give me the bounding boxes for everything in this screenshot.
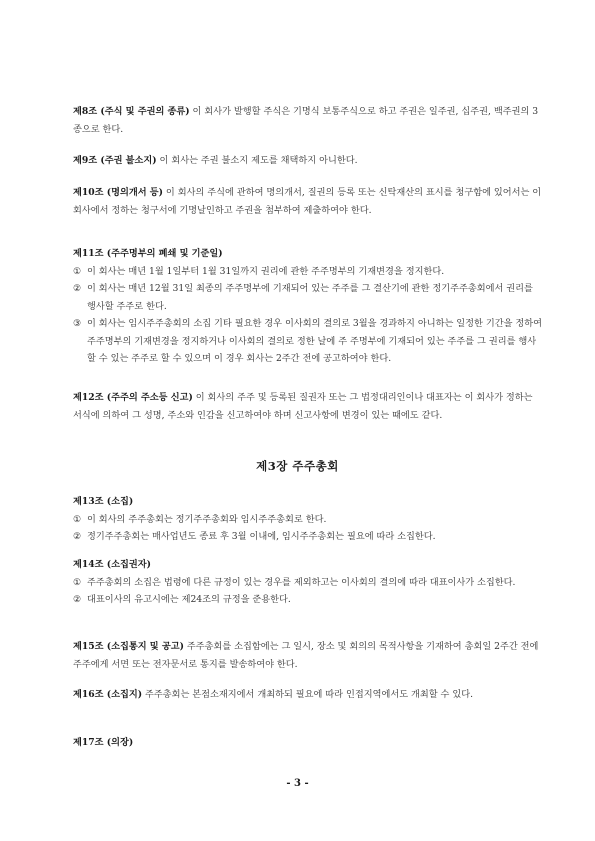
- item-text: 정기주주총회는 매사업년도 종료 후 3월 이내에, 임시주주총회는 필요에 따라 소집한다.: [87, 531, 436, 542]
- item-number: ②: [73, 283, 82, 294]
- article-text: 이 회사가 발행할 주식은 기명식 보통주식으로 하고 주권은 일주권, 십주권, 백주권의 3종으로 한다.: [73, 106, 539, 135]
- item-text: 주주총회의 소집은 법령에 다른 규정이 있는 경우를 제외하고는 이사회의 결의에 따라 대표이사가 소집한다.: [87, 576, 516, 588]
- list-item: [73, 263, 543, 281]
- list-item: [73, 591, 543, 609]
- article-text: 이 회사의 주식에 관하여 명의개서, 질권의 등록 또는 신탁재산의 표시를 청구함에 있어서는 이 회사에서 정하는 청구서에 기명날인하고 주권을 첨부하여 제출하여야 한다.: [73, 187, 542, 216]
- article-heading: 제13조 (소집): [73, 496, 134, 507]
- item-text: 이 회사는 매년 12월 31일 최종의 주주명부에 기재되어 있는 주주를 그 결산기에 관한 정기주주총회에서 권리를 행사할 주주로 한다.: [87, 283, 533, 312]
- article-heading: 제14조 (소집권자): [73, 559, 151, 570]
- item-number: ①: [73, 513, 82, 525]
- item-number: ②: [73, 531, 82, 542]
- item-text: 이 회사는 매년 1월 1일부터 1월 31일까지 권리에 관한 주주명부의 기재변경을 정지한다.: [87, 265, 445, 277]
- article-8: [73, 103, 543, 138]
- article-heading: 제11조 (주주명부의 폐쇄 및 기준일): [73, 248, 223, 259]
- article-9: [73, 152, 543, 170]
- item-number: ②: [73, 594, 82, 605]
- article-heading: 제17조 (의장): [73, 737, 134, 748]
- article-13: [73, 493, 543, 546]
- item-number: ③: [73, 318, 82, 329]
- list-item: [73, 528, 543, 546]
- article-12: [73, 389, 543, 424]
- article-heading: 제16조 (소집지): [73, 689, 143, 700]
- list-item: [73, 574, 543, 592]
- article-text: 주주총회는 본점소재지에서 개최하되 필요에 따라 인접지역에서도 개최할 수 있다.: [142, 689, 474, 700]
- article-heading: 제10조 (명의개서 등): [73, 187, 164, 198]
- list-item: [73, 280, 543, 315]
- article-heading: 제15조 (소집통지 및 공고): [73, 641, 184, 652]
- page-number: - 3 -: [286, 778, 309, 789]
- item-text: 이 회사의 주주총회는 정기주주총회와 임시주주총회로 한다.: [87, 513, 327, 525]
- article-16: [73, 686, 543, 704]
- article-10: [73, 184, 543, 219]
- article-14: [73, 556, 543, 609]
- article-text: 이 회사의 주주 및 등록된 질권자 또는 그 법정대리인이나 대표자는 이 회사가 정하는 서식에 의하여 그 성명, 주소와 인감을 신고하여야 하며 신고사항에 변경이 있는 때에도 같다.: [73, 392, 533, 421]
- article-heading: 제9조 (주권 불소지): [73, 155, 157, 166]
- list-item: [73, 315, 543, 368]
- article-heading: 제12조 (주주의 주소등 신고): [73, 392, 193, 403]
- article-heading: 제8조 (주식 및 주권의 종류): [73, 106, 190, 117]
- article-11: [73, 245, 543, 368]
- list-item: [73, 511, 543, 529]
- item-text: 이 회사는 임시주주총회의 소집 기타 필요한 경우 이사회의 결의로 3월을 경과하지 아니하는 일정한 기간을 정하여 주주명부의 기재변경을 정지하거나 이사회의 결의로 정한 날에 주 주명부에 기재되어 있는 주주를 그 권리를 행사할 수 있는 주주로 할 수 있으며 이 경우 회사는 2주간 전에 공고하여야 한다.: [87, 318, 542, 364]
- article-15: [73, 638, 543, 673]
- article-text: 이 회사는 주권 불소지 제도를 채택하지 아니한다.: [156, 155, 358, 166]
- item-number: ①: [73, 576, 82, 588]
- item-text: 대표이사의 유고시에는 제24조의 규정을 준용한다.: [87, 594, 291, 605]
- item-number: ①: [73, 265, 82, 277]
- article-17: [73, 734, 543, 752]
- chapter-title: 제3장 주주총회: [256, 459, 339, 473]
- article-text: 주주총회를 소집함에는 그 일시, 장소 및 회의의 목적사항을 기재하여 총회일 2주간 전에 주주에게 서면 또는 전자문서로 통지를 발송하여야 한다.: [73, 641, 539, 670]
